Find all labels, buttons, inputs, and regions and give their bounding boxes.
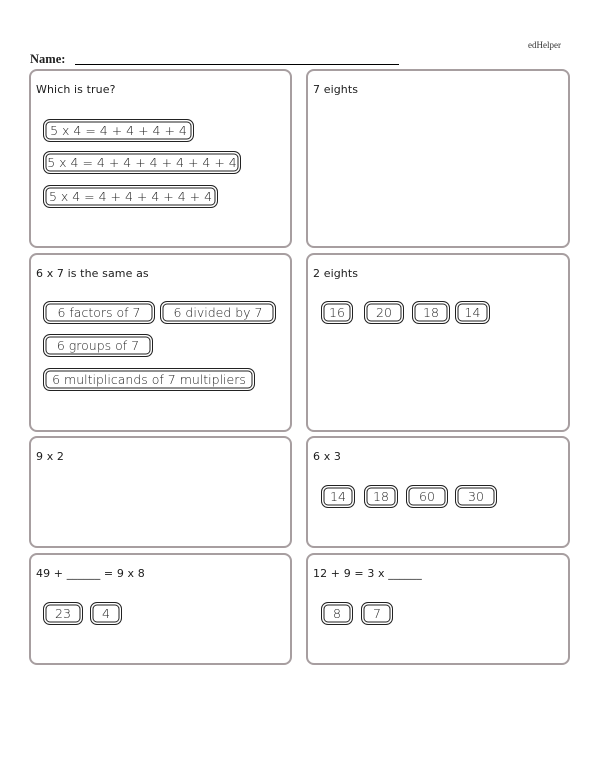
- problem-prompt: 12 + 9 = 3 x ______: [313, 567, 422, 580]
- answer-choice[interactable]: 16: [321, 301, 353, 324]
- problem-card-1: [29, 69, 292, 248]
- answer-choice[interactable]: 60: [406, 485, 448, 508]
- answer-choice[interactable]: 18: [412, 301, 450, 324]
- answer-choice[interactable]: 5 x 4 = 4 + 4 + 4 + 4 + 4 + 4: [43, 151, 241, 174]
- answer-choice[interactable]: 23: [43, 602, 83, 625]
- problem-prompt: 2 eights: [313, 267, 359, 280]
- problem-card-3: [29, 253, 292, 432]
- problem-card-7: [29, 553, 292, 665]
- answer-choice[interactable]: 14: [455, 301, 490, 324]
- answer-choice[interactable]: 30: [455, 485, 497, 508]
- problem-card-5: [29, 436, 292, 548]
- name-label: Name:: [30, 52, 66, 66]
- name-blank-line[interactable]: [75, 64, 399, 65]
- answer-choice[interactable]: 5 x 4 = 4 + 4 + 4 + 4 + 4: [43, 185, 218, 208]
- problem-card-8: [306, 553, 570, 665]
- problem-prompt: Which is true?: [36, 83, 116, 96]
- problem-prompt: 7 eights: [313, 83, 359, 96]
- answer-choice[interactable]: 8: [321, 602, 353, 625]
- answer-choice[interactable]: 6 groups of 7: [43, 334, 153, 357]
- problem-prompt: 9 x 2: [36, 450, 64, 463]
- problem-prompt: 6 x 7 is the same as: [36, 267, 149, 280]
- problem-card-4: [306, 253, 570, 432]
- answer-choice[interactable]: 18: [364, 485, 398, 508]
- problem-card-2: [306, 69, 570, 248]
- answer-choice[interactable]: 14: [321, 485, 355, 508]
- answer-choice[interactable]: 6 divided by 7: [160, 301, 276, 324]
- name-row: [30, 52, 370, 66]
- brand-label: edHelper: [528, 40, 561, 50]
- answer-choice[interactable]: 6 multiplicands of 7 multipliers: [43, 368, 255, 391]
- problem-card-6: [306, 436, 570, 548]
- problem-prompt: 49 + ______ = 9 x 8: [36, 567, 145, 580]
- answer-choice[interactable]: 7: [361, 602, 393, 625]
- answer-choice[interactable]: 5 x 4 = 4 + 4 + 4 + 4: [43, 119, 194, 142]
- answer-choice[interactable]: 4: [90, 602, 122, 625]
- answer-choice[interactable]: 6 factors of 7: [43, 301, 155, 324]
- answer-choice[interactable]: 20: [364, 301, 404, 324]
- problem-prompt: 6 x 3: [313, 450, 341, 463]
